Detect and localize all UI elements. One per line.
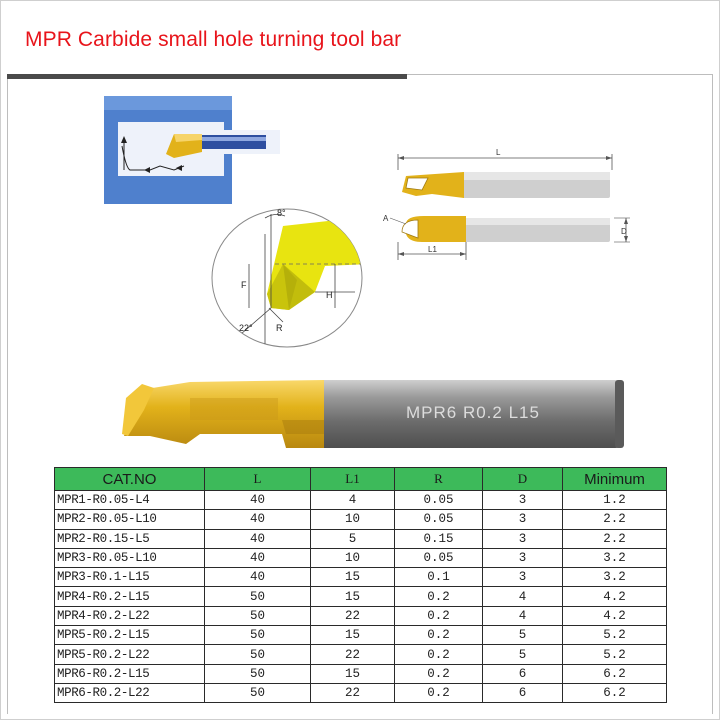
table-row xyxy=(55,606,667,625)
cell-cat-no: MPR6-R0.2-L15 xyxy=(55,664,205,683)
cell-d: 3 xyxy=(483,568,563,587)
bore-machining-illustration xyxy=(104,96,280,204)
cell-l1: 15 xyxy=(311,664,395,683)
cell-minimum: 1.2 xyxy=(563,491,667,510)
cell-l1: 22 xyxy=(311,683,395,702)
cell-r: 0.15 xyxy=(395,529,483,548)
table-row xyxy=(55,645,667,664)
cell-l: 50 xyxy=(205,626,311,645)
cell-l1: 10 xyxy=(311,548,395,567)
cell-r: 0.05 xyxy=(395,491,483,510)
cell-l1: 10 xyxy=(311,510,395,529)
cell-minimum: 6.2 xyxy=(563,664,667,683)
label-h: H xyxy=(326,290,333,300)
table-row xyxy=(55,683,667,702)
col-header-minimum: Minimum xyxy=(563,468,667,491)
angle-bottom-label: 22° xyxy=(239,323,253,333)
cell-r: 0.2 xyxy=(395,683,483,702)
tool-marking-text: MPR6 R0.2 L15 xyxy=(406,403,540,422)
page-title: MPR Carbide small hole turning tool bar xyxy=(25,28,402,51)
dim-a-label: A xyxy=(383,214,389,223)
table-row xyxy=(55,626,667,645)
title-underline xyxy=(7,74,407,79)
cell-d: 4 xyxy=(483,606,563,625)
cell-r: 0.2 xyxy=(395,587,483,606)
left-border xyxy=(7,74,8,714)
insert-geometry-detail xyxy=(205,204,370,352)
cell-d: 5 xyxy=(483,626,563,645)
table-header-row xyxy=(55,468,667,491)
cell-cat-no: MPR4-R0.2-L15 xyxy=(55,587,205,606)
right-border xyxy=(712,74,713,714)
cell-l: 40 xyxy=(205,510,311,529)
cell-d: 5 xyxy=(483,645,563,664)
col-header-d: D xyxy=(483,468,563,491)
cell-d: 3 xyxy=(483,529,563,548)
dim-d-label: D xyxy=(621,227,627,236)
cell-d: 3 xyxy=(483,548,563,567)
cell-l: 50 xyxy=(205,587,311,606)
col-header-l: L xyxy=(205,468,311,491)
cell-cat-no: MPR4-R0.2-L22 xyxy=(55,606,205,625)
col-header-cat-no: CAT.NO xyxy=(55,468,205,491)
table-row xyxy=(55,548,667,567)
tool-product-photo xyxy=(110,370,630,470)
cell-r: 0.2 xyxy=(395,626,483,645)
cell-d: 4 xyxy=(483,587,563,606)
angle-top-label: 8° xyxy=(277,208,286,218)
dim-l-label: L xyxy=(496,148,501,157)
cell-minimum: 2.2 xyxy=(563,529,667,548)
label-f: F xyxy=(241,280,247,290)
cell-cat-no: MPR2-R0.05-L10 xyxy=(55,510,205,529)
dim-l1-label: L1 xyxy=(428,245,437,254)
cell-cat-no: MPR5-R0.2-L15 xyxy=(55,626,205,645)
cell-l1: 15 xyxy=(311,626,395,645)
cell-cat-no: MPR1-R0.05-L4 xyxy=(55,491,205,510)
cell-l: 50 xyxy=(205,683,311,702)
cell-l: 40 xyxy=(205,529,311,548)
cell-l: 40 xyxy=(205,491,311,510)
label-r: R xyxy=(276,323,283,333)
cell-d: 3 xyxy=(483,510,563,529)
table-row xyxy=(55,491,667,510)
cell-r: 0.2 xyxy=(395,645,483,664)
cell-l: 50 xyxy=(205,645,311,664)
table-row xyxy=(55,568,667,587)
table-row xyxy=(55,587,667,606)
cell-cat-no: MPR2-R0.15-L5 xyxy=(55,529,205,548)
table-row xyxy=(55,664,667,683)
cell-l: 50 xyxy=(205,664,311,683)
cell-cat-no: MPR6-R0.2-L22 xyxy=(55,683,205,702)
table-row xyxy=(55,529,667,548)
cell-r: 0.05 xyxy=(395,510,483,529)
col-header-l1: L1 xyxy=(311,468,395,491)
cell-minimum: 6.2 xyxy=(563,683,667,702)
cell-minimum: 5.2 xyxy=(563,645,667,664)
cell-cat-no: MPR3-R0.1-L15 xyxy=(55,568,205,587)
cell-d: 3 xyxy=(483,491,563,510)
cell-l: 40 xyxy=(205,568,311,587)
cell-d: 6 xyxy=(483,683,563,702)
dimension-drawing xyxy=(372,144,642,264)
cell-l1: 5 xyxy=(311,529,395,548)
cell-minimum: 5.2 xyxy=(563,626,667,645)
cell-cat-no: MPR3-R0.05-L10 xyxy=(55,548,205,567)
cell-d: 6 xyxy=(483,664,563,683)
cell-l: 40 xyxy=(205,548,311,567)
cell-minimum: 4.2 xyxy=(563,606,667,625)
cell-minimum: 3.2 xyxy=(563,568,667,587)
cell-minimum: 2.2 xyxy=(563,510,667,529)
cell-r: 0.2 xyxy=(395,606,483,625)
spec-table xyxy=(54,467,667,703)
cell-l1: 15 xyxy=(311,587,395,606)
cell-minimum: 4.2 xyxy=(563,587,667,606)
cell-l1: 15 xyxy=(311,568,395,587)
cell-l: 50 xyxy=(205,606,311,625)
cell-l1: 4 xyxy=(311,491,395,510)
cell-cat-no: MPR5-R0.2-L22 xyxy=(55,645,205,664)
cell-r: 0.2 xyxy=(395,664,483,683)
cell-l1: 22 xyxy=(311,645,395,664)
col-header-r: R xyxy=(395,468,483,491)
cell-minimum: 3.2 xyxy=(563,548,667,567)
cell-r: 0.1 xyxy=(395,568,483,587)
table-row xyxy=(55,510,667,529)
cell-l1: 22 xyxy=(311,606,395,625)
cell-r: 0.05 xyxy=(395,548,483,567)
